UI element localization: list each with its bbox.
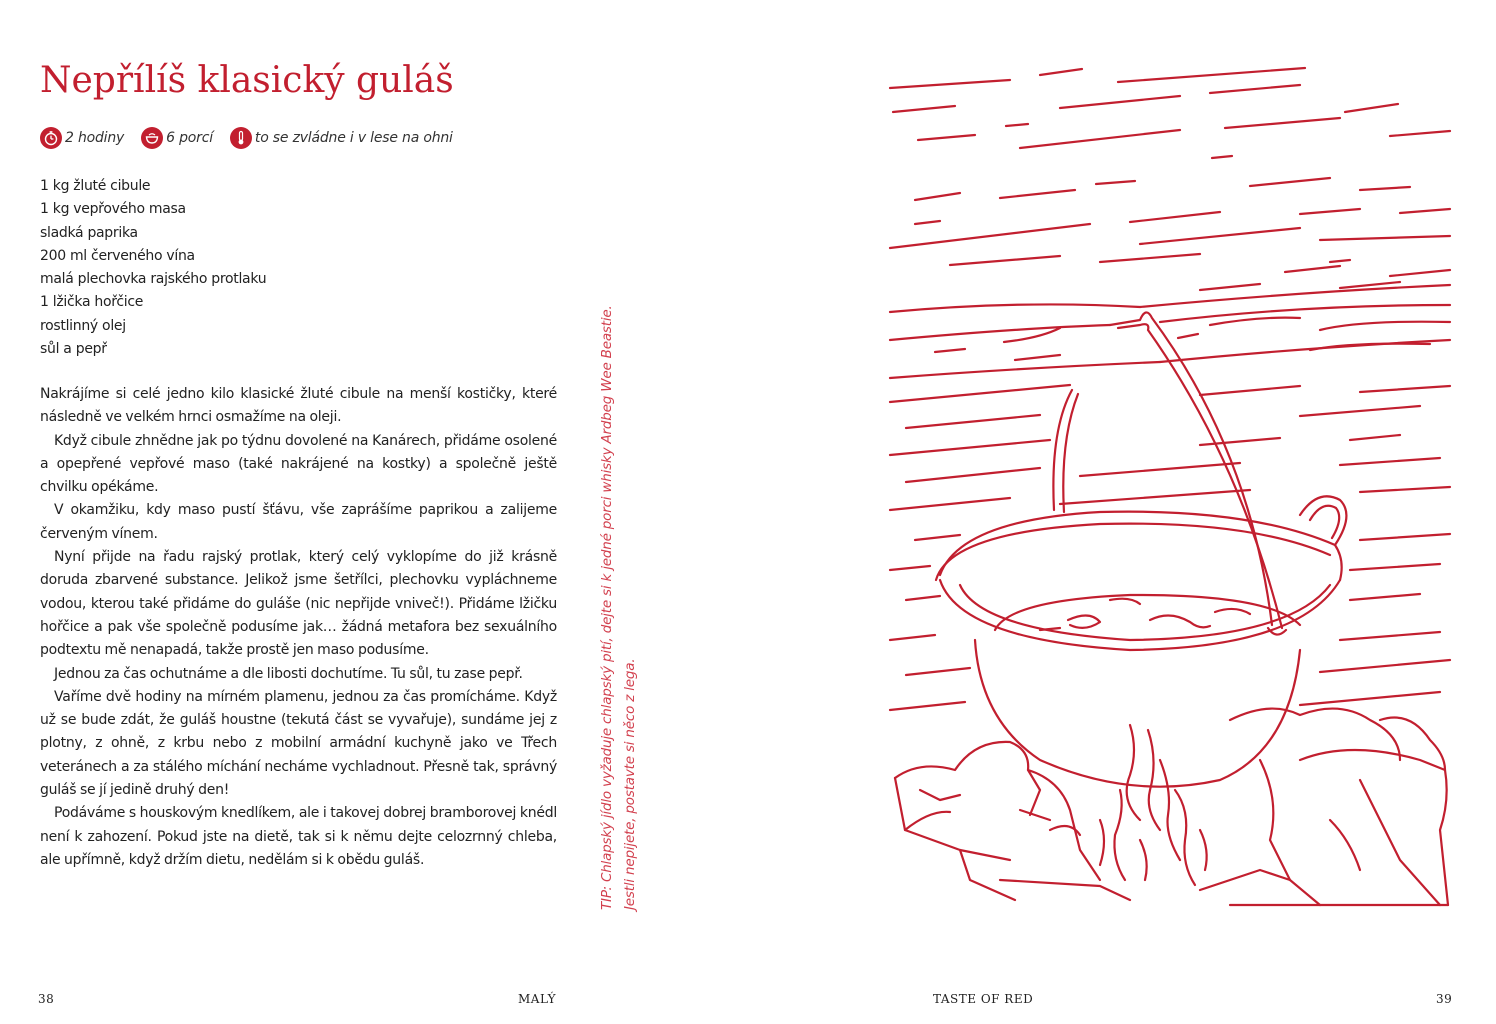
ingredient-item: sladká paprika — [40, 224, 138, 241]
tip-line: Jestli nepijete, postavte si něco z lega. — [622, 658, 638, 910]
recipe-title: Nepřílíš klasický guláš — [40, 60, 454, 101]
recipe-meta — [40, 127, 470, 149]
page-number: 39 — [1436, 992, 1453, 1006]
pot-over-campfire-illustration — [888, 60, 1458, 920]
thermometer-icon — [230, 127, 252, 149]
method-paragraph: Vaříme dvě hodiny na mírném plamenu, jednou za čas promícháme. Když už se bude zdát, že guláš houstne (tekutá část se vyvařuje), sundáme jej z plotny, z ohně, z krbu nebo z mobilní armádní kuchyně jako ve Třech veteránech a za stálého míchání necháme vychladnout. Přesně tak, správný guláš se jí jedině druhý den! — [40, 688, 557, 799]
meta-difficulty-text: to se zvládne i v lese na ohni — [254, 130, 453, 146]
ingredient-list — [40, 175, 266, 361]
ingredient-item: rostlinný olej — [40, 317, 126, 334]
running-head: TASTE OF RED — [933, 992, 1034, 1006]
clock-icon — [40, 127, 62, 149]
method-paragraph: Podáváme s houskovým knedlíkem, ale i takovej dobrej bramborovej knédl není k zahození. Pokud jste na dietě, tak si k němu dejte celozrnný chleba, ale upřímně, když držím dietu, nedělám si k obědu guláš. — [40, 805, 557, 868]
tip-line: TIP: Chlapský jídlo vyžaduje chlapský pití, dejte si k jedné porci whisky Ardbeg Wee Beastie. — [599, 305, 615, 910]
running-head: MALÝ — [518, 992, 557, 1006]
pot-handle — [1053, 312, 1286, 634]
fire-and-stones — [895, 709, 1448, 905]
ingredient-item: 200 ml červeného vína — [40, 247, 195, 264]
ingredient-item: sůl a pepř — [40, 341, 107, 358]
bowl-icon — [141, 127, 163, 149]
meta-time — [40, 127, 124, 149]
method-paragraph: Nyní přijde na řadu rajský protlak, který celý vyklopíme do již krásně doruda zbarvené substance. Jelikož jsme šetřílci, plechovku vypláchneme vodou, kterou také přidáme do guláše (nic nepřijde vniveč!). Přidáme lžičku hořčice a pak vše společně podusíme jak… žádná metafora bez sexuálního podtextu mě nenapadá, takže prostě jen maso podusíme. — [40, 549, 557, 659]
meta-portions-text: 6 porcí — [166, 130, 213, 146]
method-paragraph: V okamžiku, kdy maso pustí šťávu, vše zaprášíme paprikou a zalijeme červeným vínem. — [40, 502, 557, 542]
method-paragraph: Nakrájíme si celé jedno kilo klasické žluté cibule na menší kostičky, které následně ve velkém hrnci osmažíme na oleji. — [40, 386, 557, 426]
ingredient-item: 1 lžička hořčice — [40, 294, 144, 311]
meta-portions — [141, 127, 213, 149]
meta-time-text: 2 hodiny — [65, 130, 125, 146]
wind-lines — [890, 68, 1450, 290]
background-lines-lower — [890, 385, 1450, 710]
ingredient-item: malá plechovka rajského protlaku — [40, 271, 267, 288]
ingredient-item: 1 kg vepřového masa — [40, 201, 186, 218]
method-paragraph: Když cibule zhnědne jak po týdnu dovolené na Kanárech, přidáme osolené a opepřené vepřové maso (také nakrájené na kostky) a společně ještě chvilku opékáme. — [40, 432, 557, 496]
method-text — [40, 383, 557, 872]
page-number: 38 — [38, 992, 55, 1006]
tip-note — [596, 250, 642, 910]
ingredient-item: 1 kg žluté cibule — [40, 178, 151, 194]
method-paragraph: Jednou za čas ochutnáme a dle libosti dochutíme. Tu sůl, tu zase pepř. — [54, 665, 523, 682]
right-page — [748, 0, 1496, 1024]
meta-difficulty — [230, 127, 453, 149]
